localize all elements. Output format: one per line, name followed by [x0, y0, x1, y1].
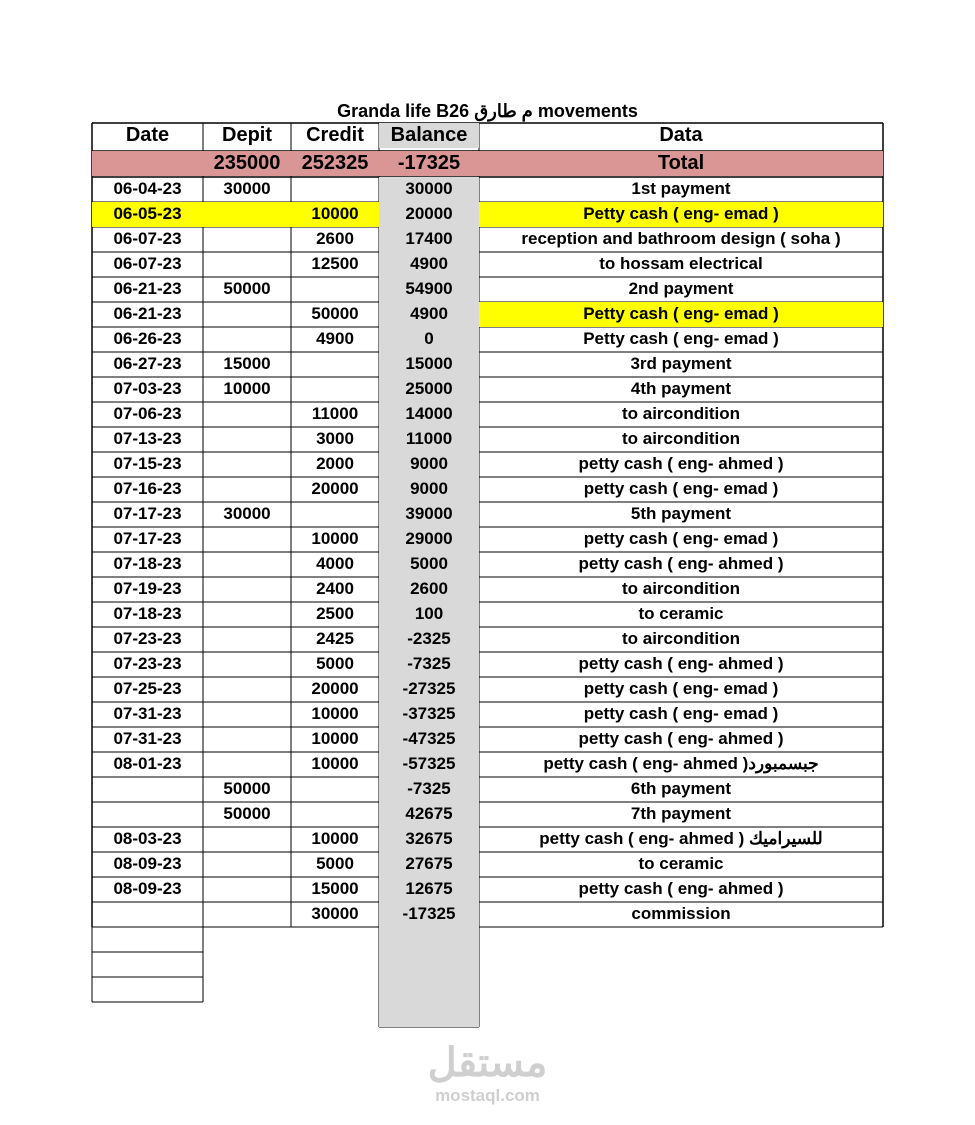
header-data: Data	[659, 124, 703, 146]
cell-credit: 10000	[311, 754, 359, 773]
cell-debit: 10000	[223, 379, 271, 398]
cell-credit: 50000	[311, 304, 359, 323]
cell-debit: 50000	[223, 279, 271, 298]
total-date	[92, 151, 203, 176]
cell-debit: 50000	[223, 779, 271, 798]
cell-date: 07-31-23	[113, 704, 182, 723]
cell-debit	[203, 477, 291, 502]
cell-date: 07-23-23	[113, 654, 182, 673]
cell-date: 06-04-23	[113, 179, 182, 198]
cell-debit	[203, 602, 291, 627]
cell-data: 3rd payment	[630, 354, 732, 373]
cell-credit: 2425	[316, 629, 354, 648]
cell-debit: 30000	[223, 504, 271, 523]
cell-credit	[291, 352, 379, 377]
cell-date: 06-26-23	[113, 329, 182, 348]
cell-credit: 10000	[311, 704, 359, 723]
cell-debit	[203, 727, 291, 752]
cell-date: 07-15-23	[113, 454, 182, 473]
cell-debit	[203, 302, 291, 327]
cell-balance: -37325	[379, 702, 479, 727]
cell-date: 08-01-23	[113, 754, 182, 773]
cell-balance: 39000	[379, 502, 479, 527]
cell-balance: 12675	[379, 877, 479, 902]
cell-data: Petty cash ( eng- emad )	[479, 302, 883, 327]
cell-credit: 30000	[311, 904, 359, 923]
cell-balance: 20000	[379, 202, 479, 227]
total-data: Total	[479, 151, 883, 176]
cell-debit	[203, 877, 291, 902]
cell-balance: -57325	[379, 752, 479, 777]
cell-credit: 4000	[316, 554, 354, 573]
cell-balance: 42675	[379, 802, 479, 827]
cell-data: 4th payment	[630, 379, 732, 398]
cell-debit	[203, 552, 291, 577]
cell-date: 08-09-23	[113, 854, 182, 873]
total-balance: -17325	[379, 151, 479, 176]
cell-debit	[203, 427, 291, 452]
cell-debit	[203, 402, 291, 427]
cell-date: 07-18-23	[113, 554, 182, 573]
cell-balance: 29000	[379, 527, 479, 552]
cell-credit	[291, 802, 379, 827]
cell-debit	[203, 652, 291, 677]
cell-debit	[203, 702, 291, 727]
cell-data: 7th payment	[630, 804, 732, 823]
watermark-latin: mostaql.com	[435, 1086, 540, 1105]
cell-balance: -2325	[379, 627, 479, 652]
cell-credit	[291, 377, 379, 402]
cell-data: 2nd payment	[628, 279, 734, 298]
cell-balance: 100	[379, 602, 479, 627]
cell-debit	[203, 902, 291, 927]
cell-balance: 32675	[379, 827, 479, 852]
cell-date	[92, 802, 203, 827]
cell-credit: 2500	[316, 604, 354, 623]
cell-data: petty cash ( eng- ahmed )	[578, 729, 784, 748]
cell-debit	[203, 202, 291, 227]
cell-balance: -7325	[379, 652, 479, 677]
cell-debit: 50000	[223, 804, 271, 823]
cell-data: petty cash ( eng- ahmed )	[578, 654, 784, 673]
cell-credit	[291, 777, 379, 802]
cell-data: Petty cash ( eng- emad )	[479, 202, 883, 227]
cell-date: 07-25-23	[113, 679, 182, 698]
cell-debit: 30000	[223, 179, 271, 198]
header-date: Date	[125, 124, 170, 146]
cell-date: 06-21-23	[113, 304, 182, 323]
cell-data: petty cash ( eng- ahmed ) للسيراميك	[539, 829, 823, 848]
cell-credit: 10000	[311, 729, 359, 748]
cell-data: commission	[631, 904, 731, 923]
cell-credit: 5000	[316, 654, 354, 673]
cell-balance: -27325	[379, 677, 479, 702]
cell-date: 07-17-23	[113, 504, 182, 523]
cell-date: 07-31-23	[113, 729, 182, 748]
cell-debit	[203, 627, 291, 652]
cell-data: petty cash ( eng- ahmed )جبسمبورد	[543, 754, 819, 773]
cell-credit: 4900	[316, 329, 354, 348]
cell-data: to aircondition	[621, 579, 741, 598]
cell-date: 06-27-23	[113, 354, 182, 373]
cell-data: petty cash ( eng- emad )	[583, 704, 779, 723]
cell-data: 1st payment	[631, 179, 731, 198]
cell-data: petty cash ( eng- ahmed )	[578, 454, 784, 473]
cell-debit	[203, 452, 291, 477]
cell-credit	[291, 177, 379, 202]
cell-credit: 3000	[316, 429, 354, 448]
cell-credit: 5000	[316, 854, 354, 873]
cell-date: 07-03-23	[113, 379, 182, 398]
cell-date: 07-19-23	[113, 579, 182, 598]
cell-data: to aircondition	[621, 404, 741, 423]
cell-balance: 0	[379, 327, 479, 352]
cell-credit: 2600	[316, 229, 354, 248]
cell-credit: 12500	[311, 254, 359, 273]
cell-data: petty cash ( eng- emad )	[583, 529, 779, 548]
cell-balance: 25000	[379, 377, 479, 402]
cell-date: 06-07-23	[113, 254, 182, 273]
cell-data: petty cash ( eng- ahmed )	[578, 879, 784, 898]
cell-credit: 15000	[311, 879, 359, 898]
cell-date: 06-07-23	[113, 229, 182, 248]
cell-balance: 9000	[379, 477, 479, 502]
cell-data: to ceramic	[638, 604, 724, 623]
cell-credit: 10000	[311, 529, 359, 548]
cell-data: petty cash ( eng- ahmed )	[578, 554, 784, 573]
cell-data: reception and bathroom design ( soha )	[521, 229, 841, 248]
cell-balance: 17400	[379, 227, 479, 252]
cell-balance: 11000	[379, 427, 479, 452]
cell-credit: 11000	[311, 404, 359, 423]
cell-debit	[203, 227, 291, 252]
cell-debit	[203, 577, 291, 602]
header-balance: Balance	[379, 123, 479, 148]
cell-balance: 9000	[379, 452, 479, 477]
cell-date: 07-18-23	[113, 604, 182, 623]
cell-date: 07-06-23	[113, 404, 182, 423]
cell-balance: -47325	[379, 727, 479, 752]
watermark-arabic: مستقل	[427, 1041, 548, 1085]
cell-date: 07-23-23	[113, 629, 182, 648]
cell-debit	[203, 677, 291, 702]
cell-credit	[291, 277, 379, 302]
cell-date: 06-21-23	[113, 279, 182, 298]
cell-date: 08-03-23	[113, 829, 182, 848]
cell-debit	[203, 827, 291, 852]
cell-balance: 5000	[379, 552, 479, 577]
sheet-title: Granda life B26 م طارق movements	[337, 101, 638, 121]
cell-credit	[291, 502, 379, 527]
cell-data: petty cash ( eng- emad )	[583, 679, 779, 698]
cell-debit	[203, 327, 291, 352]
empty-balance-cells	[379, 927, 479, 1027]
cell-date	[92, 777, 203, 802]
cell-data: to aircondition	[621, 629, 741, 648]
cell-data: Petty cash ( eng- emad )	[583, 329, 779, 348]
cell-debit: 15000	[223, 354, 271, 373]
header-credit: Credit	[306, 124, 364, 146]
cell-credit: 20000	[311, 479, 359, 498]
cell-date: 07-17-23	[113, 529, 182, 548]
cell-date	[92, 902, 203, 927]
cell-date: 08-09-23	[113, 879, 182, 898]
total-credit: 252325	[291, 151, 379, 176]
watermark	[400, 1040, 575, 1106]
cell-balance: -17325	[379, 902, 479, 927]
cell-date: 06-05-23	[92, 202, 203, 227]
cell-debit	[203, 852, 291, 877]
cell-balance: 15000	[379, 352, 479, 377]
cell-data: to ceramic	[638, 854, 724, 873]
cell-balance: 27675	[379, 852, 479, 877]
cell-balance: 30000	[379, 177, 479, 202]
cell-data: 5th payment	[630, 504, 732, 523]
cell-date: 07-16-23	[113, 479, 182, 498]
cell-balance: 4900	[379, 252, 479, 277]
cell-credit: 20000	[311, 679, 359, 698]
total-debit: 235000	[203, 151, 291, 176]
cell-debit	[203, 252, 291, 277]
cell-date: 07-13-23	[113, 429, 182, 448]
cell-balance: 54900	[379, 277, 479, 302]
cell-balance: -7325	[379, 777, 479, 802]
cell-credit: 10000	[291, 202, 379, 227]
cell-data: petty cash ( eng- emad )	[583, 479, 779, 498]
cell-debit	[203, 752, 291, 777]
cell-balance: 4900	[379, 302, 479, 327]
cell-credit: 10000	[311, 829, 359, 848]
cell-data: to hossam electrical	[599, 254, 763, 273]
cell-credit: 2400	[316, 579, 354, 598]
cell-balance: 14000	[379, 402, 479, 427]
cell-data: to aircondition	[621, 429, 741, 448]
cell-balance: 2600	[379, 577, 479, 602]
header-debit: Depit	[222, 124, 272, 146]
cell-debit	[203, 527, 291, 552]
cell-credit: 2000	[316, 454, 354, 473]
cell-data: 6th payment	[630, 779, 732, 798]
